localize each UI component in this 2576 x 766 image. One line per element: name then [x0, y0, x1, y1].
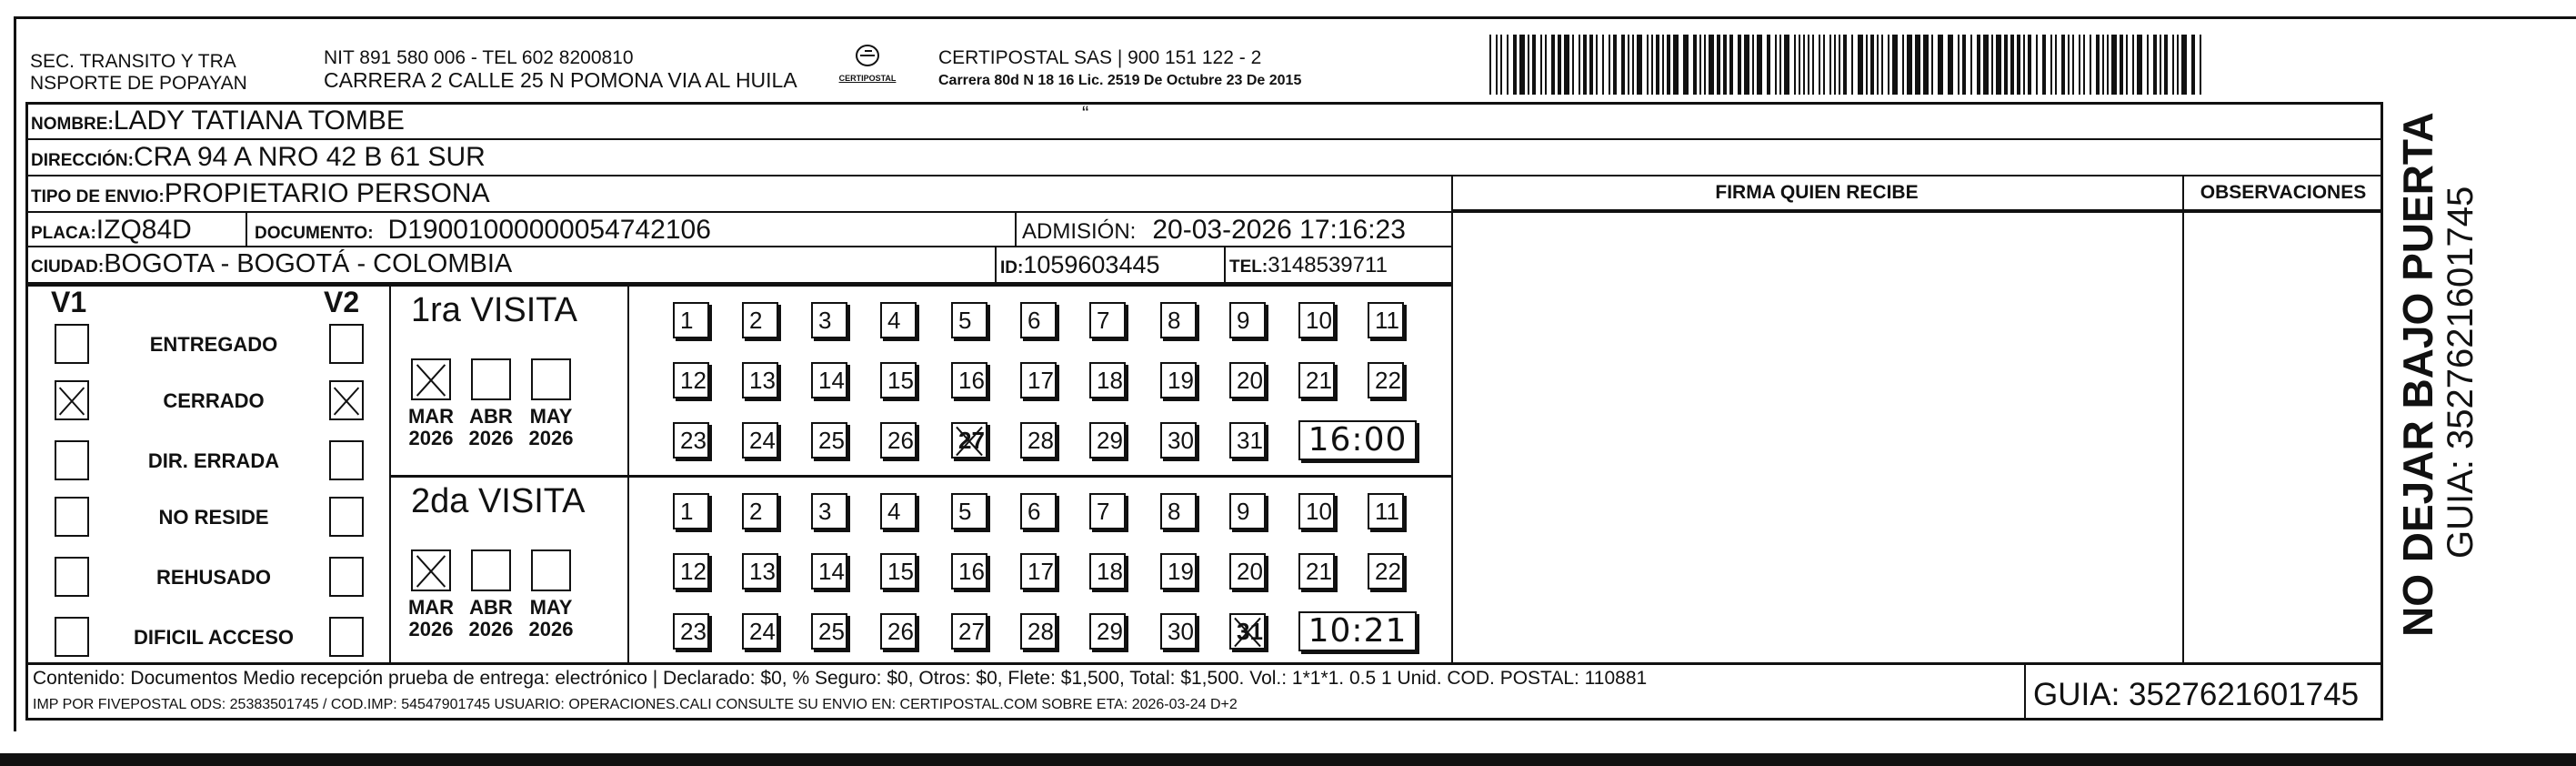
day-box-31[interactable]: 31	[1229, 422, 1266, 459]
day-box-1[interactable]: 1	[673, 302, 709, 338]
month-year: 2026	[408, 427, 454, 449]
firma-quien-recibe-label: FIRMA QUIEN RECIBE	[1715, 182, 1919, 203]
v1-checkbox[interactable]	[55, 497, 89, 537]
month-checkbox-abr[interactable]	[471, 358, 511, 400]
month-name: MAY	[529, 405, 573, 428]
v1-checkbox[interactable]	[55, 380, 89, 420]
v2-checkbox[interactable]	[329, 557, 364, 597]
day-box-11[interactable]: 11	[1368, 493, 1404, 529]
status-label: DIFICIL ACCESO	[133, 626, 294, 649]
day-box-1[interactable]: 1	[673, 493, 709, 529]
observaciones-label: OBSERVACIONES	[2200, 182, 2367, 203]
day-box-26[interactable]: 26	[880, 613, 917, 650]
day-box-21[interactable]: 21	[1298, 362, 1335, 398]
day-box-10[interactable]: 10	[1298, 493, 1335, 529]
day-box-28[interactable]: 28	[1020, 613, 1057, 650]
day-box-20[interactable]: 20	[1229, 553, 1266, 590]
day-box-12[interactable]: 12	[673, 362, 709, 398]
footer-guia: GUIA: 3527621601745	[2033, 677, 2360, 712]
day-box-5[interactable]: 5	[951, 302, 987, 338]
month-year: 2026	[468, 618, 514, 640]
v1-checkbox[interactable]	[55, 557, 89, 597]
day-box-20[interactable]: 20	[1229, 362, 1266, 398]
tipo-envio-row: TIPO DE ENVIO:PROPIETARIO PERSONA	[31, 178, 490, 208]
day-box-17[interactable]: 17	[1020, 553, 1057, 590]
month-name: MAR	[407, 596, 455, 619]
day-box-21[interactable]: 21	[1298, 553, 1335, 590]
day-box-25[interactable]: 25	[811, 422, 847, 459]
day-box-13[interactable]: 13	[742, 553, 778, 590]
day-box-11[interactable]: 11	[1368, 302, 1404, 338]
footer-imp: IMP POR FIVEPOSTAL ODS: 25383501745 / COD.IMP: 54547901745 USUARIO: OPERACIONES.CALI CONSULTE SU ENVIO EN: CERTIPOSTAL.COM SOBRE ETA: 2026-03-24 D+2	[33, 697, 1238, 712]
month-year: 2026	[468, 427, 514, 449]
day-box-7[interactable]: 7	[1089, 302, 1126, 338]
day-box-16[interactable]: 16	[951, 553, 987, 590]
day-box-3[interactable]: 3	[811, 302, 847, 338]
day-box-30[interactable]: 30	[1160, 422, 1197, 459]
month-name: ABR	[469, 405, 513, 428]
day-box-9[interactable]: 9	[1229, 302, 1266, 338]
month-label	[464, 406, 518, 449]
day-box-3[interactable]: 3	[811, 493, 847, 529]
v2-checkbox[interactable]	[329, 440, 364, 480]
day-box-10[interactable]: 10	[1298, 302, 1335, 338]
side-guia: GUIA: 3527621601745	[2441, 186, 2481, 559]
month-checkbox-mar[interactable]	[411, 358, 451, 400]
month-name: MAY	[529, 596, 573, 619]
status-label: CERRADO	[163, 389, 265, 412]
day-box-4[interactable]: 4	[880, 493, 917, 529]
v2-checkbox[interactable]	[329, 324, 364, 364]
v2-checkbox[interactable]	[329, 380, 364, 420]
v1-checkbox[interactable]	[55, 617, 89, 657]
day-box-23[interactable]: 23	[673, 422, 709, 459]
day-box-15[interactable]: 15	[880, 362, 917, 398]
day-box-2[interactable]: 2	[742, 493, 778, 529]
day-box-15[interactable]: 15	[880, 553, 917, 590]
v2-label: V2	[324, 286, 360, 318]
status-label: ENTREGADO	[149, 333, 278, 356]
month-label	[404, 597, 458, 640]
status-label: REHUSADO	[156, 566, 271, 589]
v2-checkbox[interactable]	[329, 497, 364, 537]
day-box-14[interactable]: 14	[811, 553, 847, 590]
day-box-28[interactable]: 28	[1020, 422, 1057, 459]
day-box-6[interactable]: 6	[1020, 493, 1057, 529]
barcode	[1489, 35, 2208, 95]
day-box-30[interactable]: 30	[1160, 613, 1197, 650]
visit-title: 1ra VISITA	[411, 291, 578, 329]
day-box-29[interactable]: 29	[1089, 613, 1126, 650]
day-box-12[interactable]: 12	[673, 553, 709, 590]
documento-cell: DOCUMENTO: D19001000000054742106	[255, 215, 711, 245]
month-year: 2026	[408, 618, 454, 640]
visit-time: 10:21	[1298, 611, 1417, 651]
ciudad-cell: CIUDAD:BOGOTA - BOGOTÁ - COLOMBIA	[31, 249, 513, 278]
v1-checkbox[interactable]	[55, 440, 89, 480]
day-box-24[interactable]: 24	[742, 613, 778, 650]
v1-checkbox[interactable]	[55, 324, 89, 364]
month-label	[524, 597, 578, 640]
month-year: 2026	[528, 618, 574, 640]
day-box-17[interactable]: 17	[1020, 362, 1057, 398]
footer-contenido: Contenido: Documentos Medio recepción prueba de entrega: electrónico | Declarado: $0, % Seguro: $0, Otros: $0, Flete: $1,500, Total: $1,500. Vol.: 1*1*1. 0.5 1 Unid. COD. POSTAL: 110881	[33, 668, 1648, 689]
placa-cell: PLACA:IZQ84D	[31, 215, 192, 245]
month-name: MAR	[407, 405, 455, 428]
v1-label: V1	[51, 286, 87, 318]
day-box-2[interactable]: 2	[742, 302, 778, 338]
day-box-31[interactable]: 31	[1229, 613, 1266, 650]
day-box-22[interactable]: 22	[1368, 362, 1404, 398]
id-cell: ID:1059603445	[1000, 251, 1160, 278]
day-box-18[interactable]: 18	[1089, 553, 1126, 590]
day-box-22[interactable]: 22	[1368, 553, 1404, 590]
day-box-7[interactable]: 7	[1089, 493, 1126, 529]
visit-time: 16:00	[1298, 420, 1417, 460]
month-checkbox-may[interactable]	[531, 358, 571, 400]
status-label: NO RESIDE	[158, 506, 269, 529]
month-checkbox-abr[interactable]	[471, 549, 511, 591]
month-year: 2026	[528, 427, 574, 449]
stray-mark: “	[1082, 102, 1089, 125]
day-box-29[interactable]: 29	[1089, 422, 1126, 459]
certipostal-logo: CERTIPOSTAL	[831, 44, 904, 83]
month-checkbox-mar[interactable]	[411, 549, 451, 591]
day-box-8[interactable]: 8	[1160, 302, 1197, 338]
day-box-6[interactable]: 6	[1020, 302, 1057, 338]
day-box-19[interactable]: 19	[1160, 362, 1197, 398]
day-box-8[interactable]: 8	[1160, 493, 1197, 529]
day-box-26[interactable]: 26	[880, 422, 917, 459]
sender-name: SEC. TRANSITO Y TRA NSPORTE DE POPAYAN	[30, 51, 247, 94]
direccion-row: DIRECCIÓN:CRA 94 A NRO 42 B 61 SUR	[31, 142, 486, 172]
bottom-strip	[0, 753, 2576, 766]
day-box-9[interactable]: 9	[1229, 493, 1266, 529]
day-box-23[interactable]: 23	[673, 613, 709, 650]
day-box-16[interactable]: 16	[951, 362, 987, 398]
v2-checkbox[interactable]	[329, 617, 364, 657]
certipostal-logo-icon	[852, 44, 883, 69]
month-checkbox-may[interactable]	[531, 549, 571, 591]
tel-cell: TEL:3148539711	[1229, 253, 1388, 277]
day-box-13[interactable]: 13	[742, 362, 778, 398]
month-label	[404, 406, 458, 449]
day-box-4[interactable]: 4	[880, 302, 917, 338]
day-box-27[interactable]: 27	[951, 613, 987, 650]
month-label	[524, 406, 578, 449]
sender-contact: NIT 891 580 006 - TEL 602 8200810 CARRERA 2 CALLE 25 N POMONA VIA AL HUILA	[324, 47, 797, 92]
day-box-18[interactable]: 18	[1089, 362, 1126, 398]
no-dejar-bajo-puerta: NO DEJAR BAJO PUERTA	[2394, 112, 2441, 637]
carrier-info: CERTIPOSTAL SAS | 900 151 122 - 2 Carrera 80d N 18 16 Lic. 2519 De Octubre 23 De 2015	[938, 47, 1302, 88]
day-box-27[interactable]: 27	[951, 422, 987, 459]
nombre-row: NOMBRE:LADY TATIANA TOMBE	[31, 106, 405, 136]
day-box-14[interactable]: 14	[811, 362, 847, 398]
day-box-19[interactable]: 19	[1160, 553, 1197, 590]
visit-title: 2da VISITA	[411, 482, 586, 520]
day-box-24[interactable]: 24	[742, 422, 778, 459]
month-name: ABR	[469, 596, 513, 619]
day-box-5[interactable]: 5	[951, 493, 987, 529]
month-label	[464, 597, 518, 640]
admision-cell: ADMISIÓN: 20-03-2026 17:16:23	[1022, 215, 1406, 245]
day-box-25[interactable]: 25	[811, 613, 847, 650]
status-label: DIR. ERRADA	[147, 449, 280, 472]
